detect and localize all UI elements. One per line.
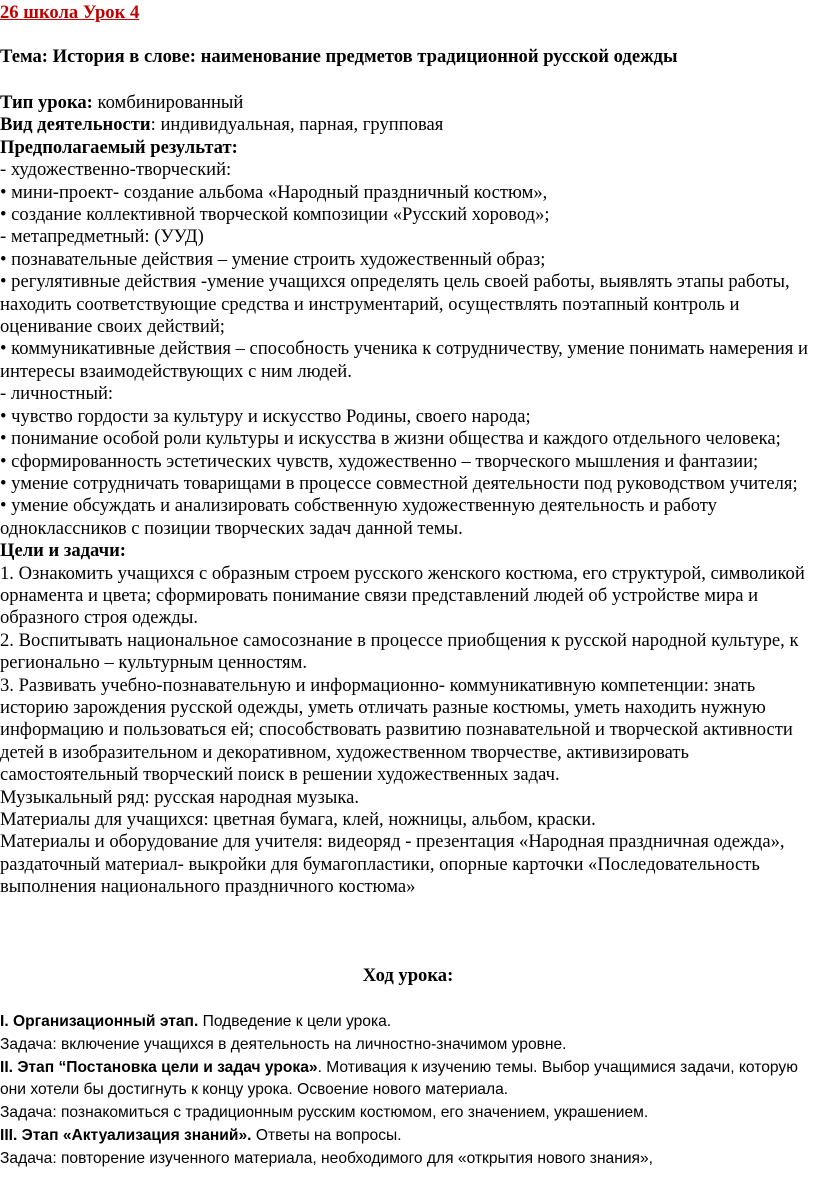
list-item: • коммуникативные действия – способность ученика к сотрудничеству, умение понимать намерения и интересы взаимодействующих с ним людей. (0, 338, 808, 382)
lesson-topic: Тема: История в слове: наименование предметов традиционной русской одежды (0, 46, 678, 67)
student-materials: Материалы для учащихся: цветная бумага, клей, ножницы, альбом, краски. (0, 809, 596, 830)
list-item: • создание коллективной творческой композиции «Русский хоровод»; (0, 204, 550, 226)
music-line: Музыкальный ряд: русская народная музыка. (0, 786, 360, 808)
goal-item: 3. Развивать учебно-познавательную и информационно- коммуникативную компетенции: знать историю зарождения русской одежды, уметь отличать разные костюмы, уметь находить нужную информацию и пользоваться ей; способствовать развитию познавательной и творческой активности детей в изобразительном и декоративном, художественном творчестве, активизировать самостоятельный творческий поиск в решении художественных задач. (0, 674, 793, 786)
school-heading: 26 школа Урок 4 (0, 2, 140, 23)
goal-item: 2. Воспитывать национальное самосознание в процессе приобщения к русской народной культуре, к регионально – культурным ценностям. (0, 629, 799, 674)
list-item: • регулятивные действия -умение учащихся определять цель своей работы, выявлять этапы работы, находить соответствующие средства и инструментарий, осуществлять поэтапный контроль и оценивание своих действий; (0, 271, 790, 338)
stage-line: Задача: познакомиться с традиционным русским костюмом, его значением, украшением. (0, 1104, 649, 1122)
list-item: • познавательные действия – умение строить художественный образ; (0, 248, 546, 270)
activity-label: Вид деятельности (0, 114, 151, 136)
lesson-stages (0, 1011, 810, 1171)
activity-type (0, 114, 810, 136)
teacher-materials: Материалы и оборудование для учителя: видеоряд - презентация «Народная праздничная одежда», раздаточный материал- выкройки для бумагопластики, опорные карточки «Последовательность выполнения национального праздничного костюма» (0, 831, 785, 898)
results-heading: Предполагаемый результат: (0, 136, 238, 158)
list-item: • понимание особой роли культуры и искусства в жизни общества и каждого отдельного человека; (0, 428, 781, 450)
list-item: • умение обсуждать и анализировать собственную художественную деятельность и работу одноклассников с позиции творческих задач данной темы. (0, 495, 717, 539)
list-item: - личностный: (0, 383, 114, 405)
list-item: • умение сотрудничать товарищами в процессе совместной деятельности под руководством учителя; (0, 472, 798, 494)
lesson-details (0, 92, 810, 899)
lesson-type-label: Тип урока: (0, 92, 93, 113)
list-item: - художественно-творческий: (0, 159, 232, 181)
goal-item: 1. Ознакомить учащихся с образным строем русского женского костюма, его структурой, символикой орнамента и цвета; сформировать понимание связи представлений людей об устройстве мира и образного строя одежды. (0, 562, 805, 629)
stage-line: II. Этап “Постановка цели и задач урока». Мотивация к изучению темы. Выбор учащимися задачи, которую они хотели бы достигнуть к концу урока. Освоение нового материала. (0, 1058, 798, 1099)
stage-line: Задача: повторение изученного материала, необходимого для «открытия нового знания», (0, 1149, 654, 1167)
goals-heading: Цели и задачи: (0, 540, 126, 562)
list-item: • чувство гордости за культуру и искусство Родины, своего народа; (0, 405, 531, 427)
course-title: Ход урока: (362, 965, 454, 986)
stage-line: I. Организационный этап. Подведение к цели урока. (0, 1013, 392, 1030)
stage-line: III. Этап «Актуализация знаний». Ответы на вопросы. (0, 1126, 402, 1144)
lesson-type-value: комбинированный (92, 92, 244, 113)
list-item: • сформированность эстетических чувств, художественно – творческого мышления и фантазии; (0, 450, 759, 472)
stage-line: Задача: включение учащихся в деятельность на личностно-значимом уровне. (0, 1035, 567, 1053)
list-item: • мини-проект- создание альбома «Народный праздничный костюм», (0, 181, 548, 203)
lesson-type (0, 92, 810, 114)
list-item: - метапредметный: (УУД) (0, 226, 204, 248)
activity-value: : индивидуальная, парная, групповая (150, 114, 444, 136)
